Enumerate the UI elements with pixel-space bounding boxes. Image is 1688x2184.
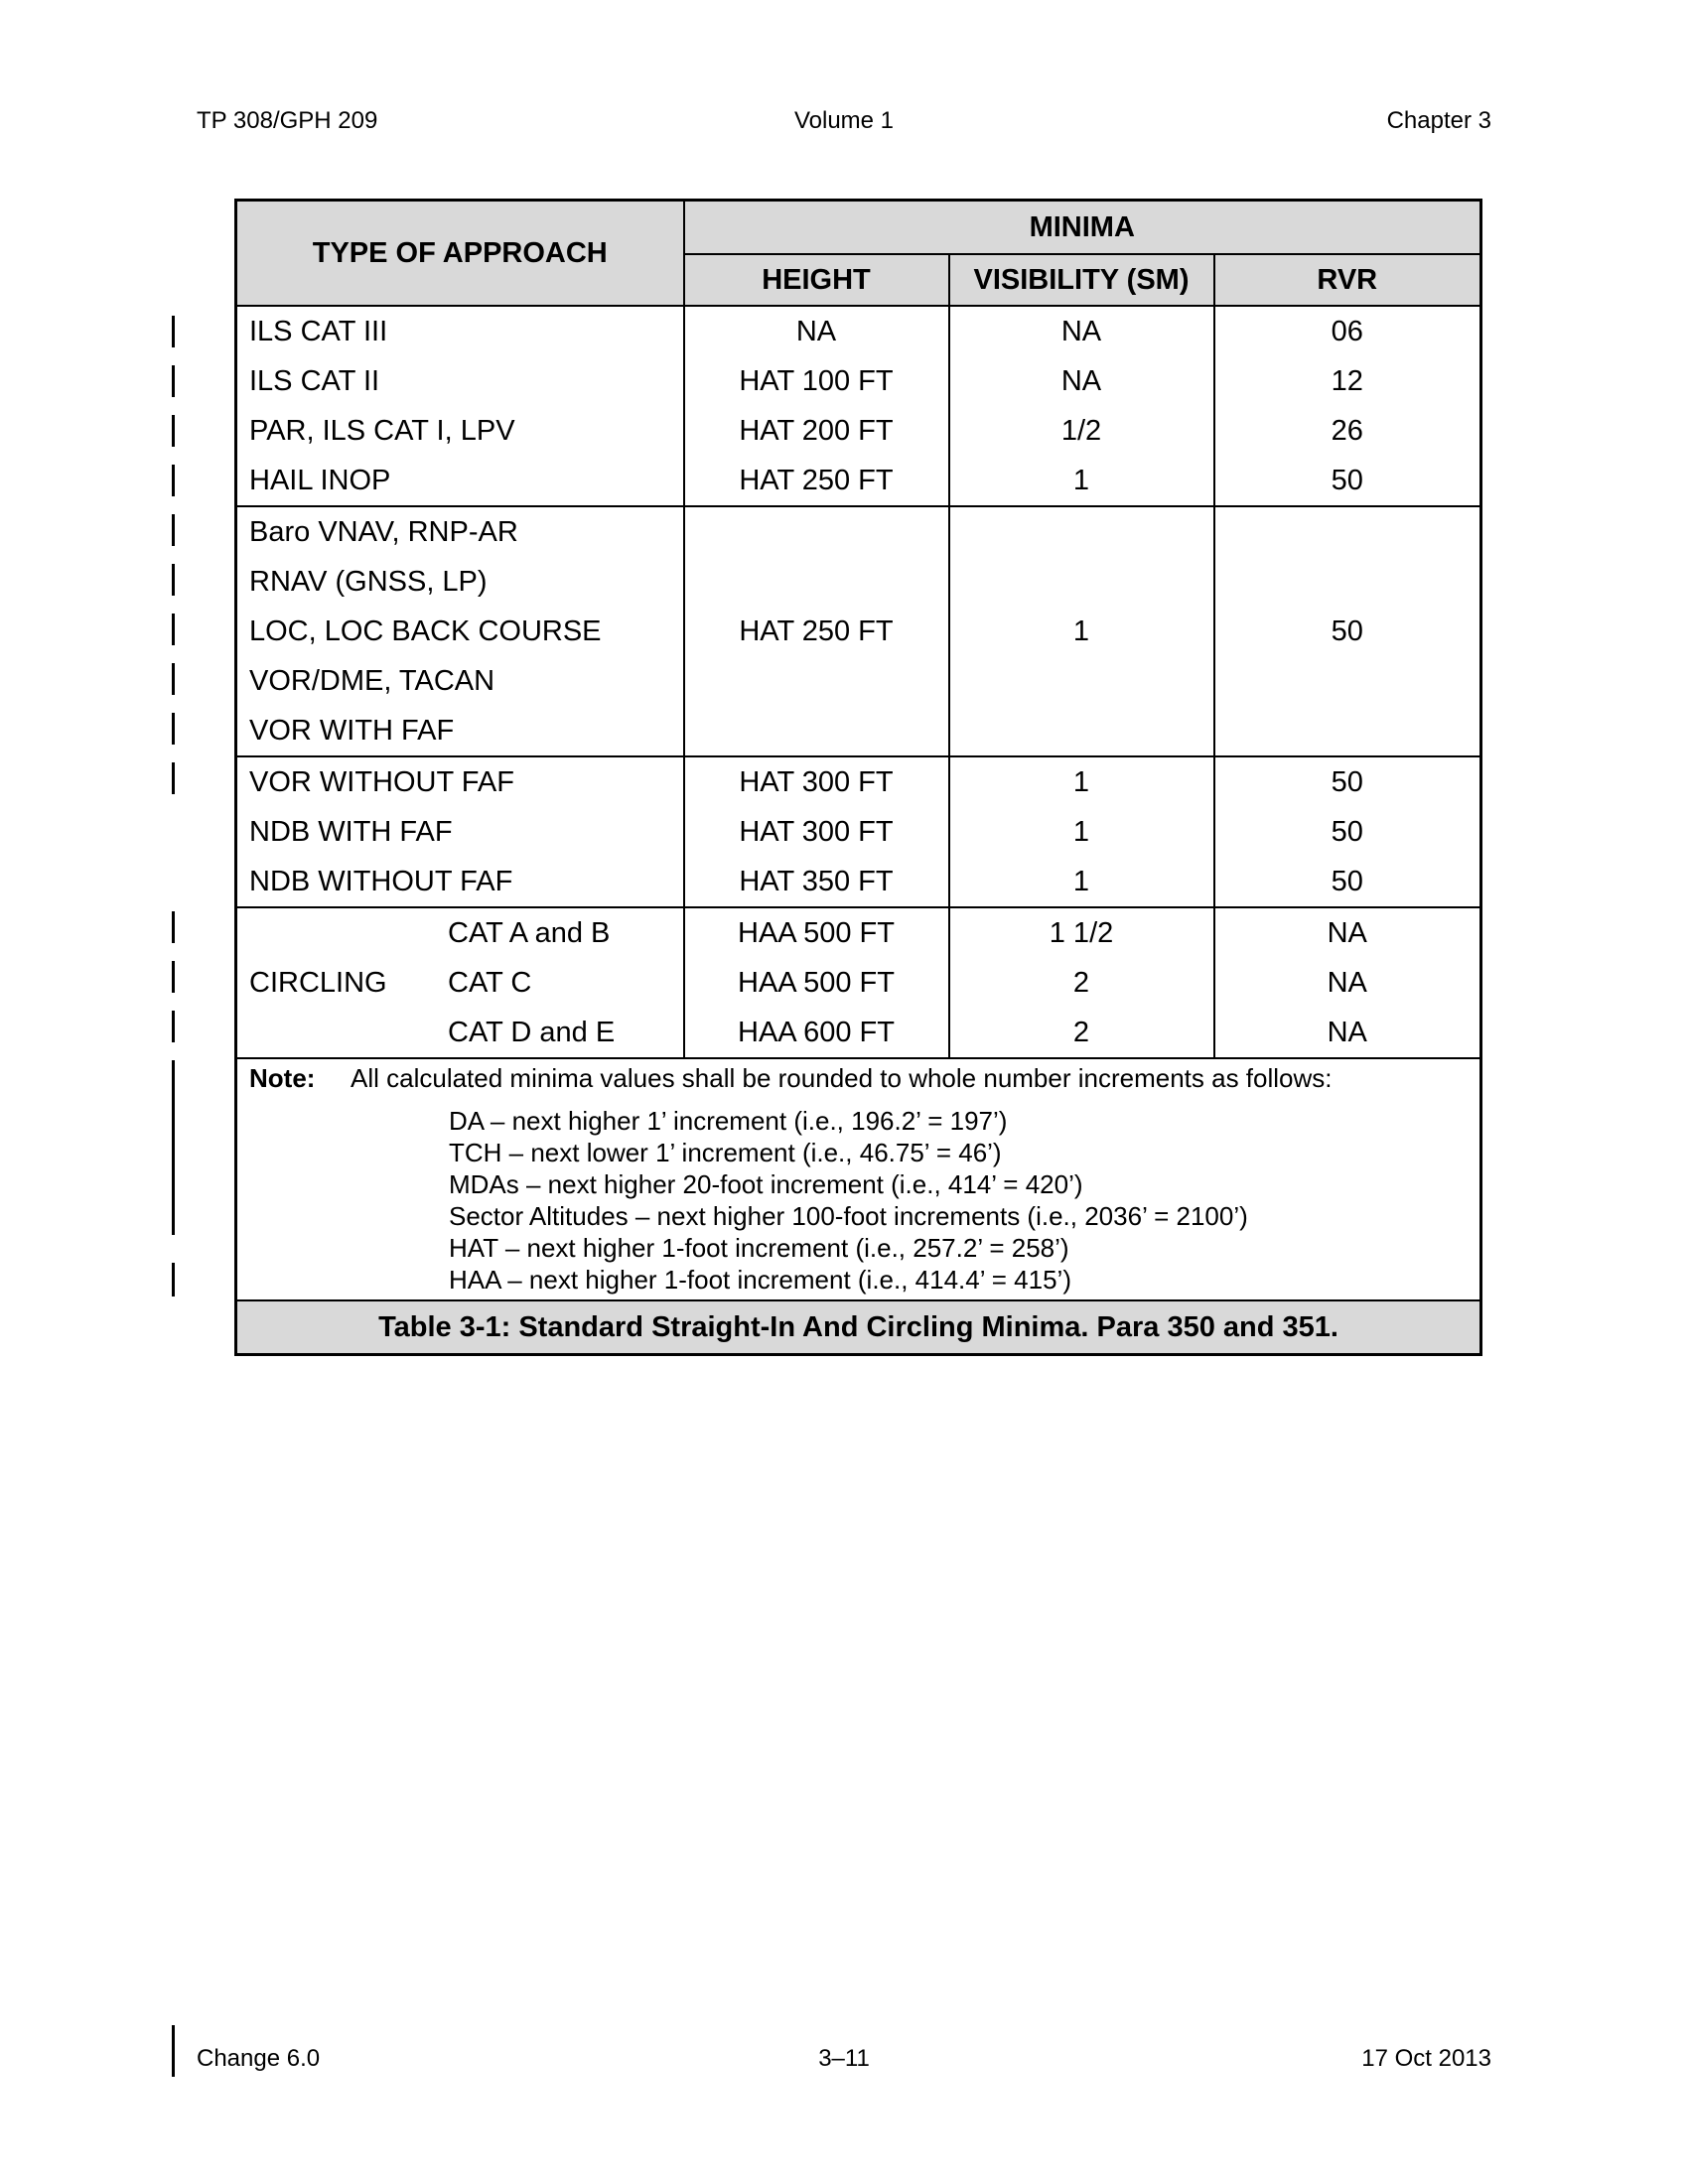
- height-value: HAT 250 FT: [684, 506, 949, 756]
- note-item: DA – next higher 1’ increment (i.e., 196.2’ = 197’): [449, 1106, 1008, 1136]
- note-item: MDAs – next higher 20-foot increment (i.e., 414’ = 420’): [449, 1169, 1083, 1199]
- change-bar: [172, 1263, 175, 1297]
- change-bar: [172, 762, 175, 794]
- change-bar: [172, 564, 175, 596]
- rvr-value: 06: [1331, 316, 1363, 347]
- rvr-cell: [1214, 907, 1481, 1058]
- change-bar: [172, 1011, 175, 1042]
- header-volume: Volume 1: [793, 107, 895, 134]
- rvr-cell: [1214, 306, 1481, 506]
- note-item: HAT – next higher 1-foot increment (i.e., 257.2’ = 258’): [449, 1233, 1069, 1263]
- height-value: HAT 300 FT: [739, 766, 894, 798]
- header-document-id: TP 308/GPH 209: [197, 107, 378, 134]
- note-cell: [236, 1058, 1481, 1300]
- visibility-value: 1: [1072, 465, 1090, 496]
- visibility-cell: [949, 306, 1214, 506]
- footer-change: Change 6.0: [197, 2045, 321, 2072]
- note-label: Note:: [249, 1063, 316, 1093]
- rvr-value: 50: [1331, 465, 1363, 496]
- approach-type-cell: [236, 756, 684, 907]
- standard-minima-table: [234, 199, 1482, 1356]
- height-value: HAT 200 FT: [739, 415, 894, 447]
- approach-type: RNAV (GNSS, LP): [249, 566, 488, 598]
- table-row-group-nonprecision: [236, 506, 1481, 756]
- change-bar: [172, 911, 175, 943]
- height-value: HAA 500 FT: [738, 967, 895, 999]
- approach-type: PAR, ILS CAT I, LPV: [249, 415, 515, 447]
- height-value: NA: [795, 316, 837, 347]
- visibility-value: 1: [1072, 766, 1090, 798]
- rvr-header: RVR: [1214, 254, 1481, 306]
- circling-category: CAT D and E: [448, 1017, 616, 1048]
- approach-type: Baro VNAV, RNP-AR: [249, 516, 518, 548]
- visibility-value: 2: [1072, 967, 1090, 999]
- visibility-value: 2: [1072, 1017, 1090, 1048]
- table-row-note: [236, 1058, 1481, 1300]
- approach-type-cell: [236, 506, 684, 756]
- footer-date: 17 Oct 2013: [1361, 2045, 1491, 2072]
- table-row-group-vor-ndb: [236, 756, 1481, 907]
- height-header: HEIGHT: [684, 254, 949, 306]
- height-value: HAA 600 FT: [738, 1017, 895, 1048]
- circling-category: CAT A and B: [448, 917, 611, 949]
- height-cell: [684, 756, 949, 907]
- approach-type: LOC, LOC BACK COURSE: [249, 615, 602, 647]
- height-value: HAA 500 FT: [738, 917, 895, 949]
- table-row-group-precision: [236, 306, 1481, 506]
- visibility-value: NA: [1060, 316, 1102, 347]
- header-chapter: Chapter 3: [1386, 107, 1491, 134]
- visibility-cell: [949, 756, 1214, 907]
- rvr-value: NA: [1327, 917, 1367, 949]
- approach-type-cell: [236, 306, 684, 506]
- type-of-approach-header: TYPE OF APPROACH: [236, 201, 684, 307]
- height-value: HAT 100 FT: [739, 365, 894, 397]
- change-bar: [172, 663, 175, 695]
- height-cell: [684, 907, 949, 1058]
- approach-type: NDB WITHOUT FAF: [249, 866, 513, 897]
- visibility-value: 1/2: [1060, 415, 1102, 447]
- rvr-value: 26: [1331, 415, 1363, 447]
- rvr-cell: [1214, 756, 1481, 907]
- change-bar: [172, 2025, 175, 2077]
- change-bar: [172, 1060, 175, 1235]
- rvr-value: 50: [1331, 866, 1363, 897]
- approach-type: HAIL INOP: [249, 465, 391, 496]
- note-item: HAA – next higher 1-foot increment (i.e., 414.4’ = 415’): [449, 1265, 1071, 1295]
- height-cell: [684, 306, 949, 506]
- change-bar: [172, 316, 175, 347]
- note-text: All calculated minima values shall be rounded to whole number increments as follows:: [351, 1063, 1333, 1093]
- note-item: TCH – next lower 1’ increment (i.e., 46.75’ = 46’): [449, 1138, 1002, 1167]
- visibility-value: NA: [1060, 365, 1102, 397]
- circling-label: CIRCLING: [249, 966, 387, 999]
- approach-type: NDB WITH FAF: [249, 816, 453, 848]
- change-bar: [172, 365, 175, 397]
- rvr-value: 50: [1214, 506, 1481, 756]
- approach-type-cell: [236, 907, 684, 1058]
- approach-type: VOR WITHOUT FAF: [249, 766, 514, 798]
- table-caption: Table 3-1: Standard Straight-In And Circling Minima. Para 350 and 351.: [236, 1300, 1481, 1355]
- rvr-value: 50: [1331, 816, 1363, 848]
- rvr-value: NA: [1327, 1017, 1367, 1048]
- change-bar: [172, 961, 175, 993]
- change-bar: [172, 514, 175, 546]
- height-value: HAT 350 FT: [739, 866, 894, 897]
- change-bar: [172, 415, 175, 447]
- minima-header: MINIMA: [684, 201, 1481, 255]
- visibility-value: 1 1/2: [1049, 917, 1114, 949]
- table-row-caption: [236, 1300, 1481, 1355]
- footer-page-number: 3–11: [818, 2045, 870, 2072]
- height-value: HAT 300 FT: [739, 816, 894, 848]
- visibility-header: VISIBILITY (SM): [949, 254, 1214, 306]
- visibility-value: 1: [1072, 816, 1090, 848]
- change-bar: [172, 465, 175, 496]
- table-row-group-circling: [236, 907, 1481, 1058]
- rvr-value: NA: [1327, 967, 1367, 999]
- note-item: Sector Altitudes – next higher 100-foot increments (i.e., 2036’ = 2100’): [449, 1201, 1248, 1231]
- change-bar: [172, 713, 175, 745]
- circling-category: CAT C: [448, 967, 532, 999]
- approach-type: ILS CAT II: [249, 365, 380, 397]
- visibility-value: 1: [1072, 866, 1090, 897]
- approach-type: VOR WITH FAF: [249, 715, 455, 747]
- visibility-cell: [949, 907, 1214, 1058]
- approach-type: ILS CAT III: [249, 316, 388, 347]
- change-bar: [172, 614, 175, 645]
- rvr-value: 12: [1331, 365, 1363, 397]
- height-value: HAT 250 FT: [739, 465, 894, 496]
- note-list: [237, 1093, 1479, 1296]
- rvr-value: 50: [1331, 766, 1363, 798]
- visibility-value: 1: [949, 506, 1214, 756]
- approach-type: VOR/DME, TACAN: [249, 665, 495, 697]
